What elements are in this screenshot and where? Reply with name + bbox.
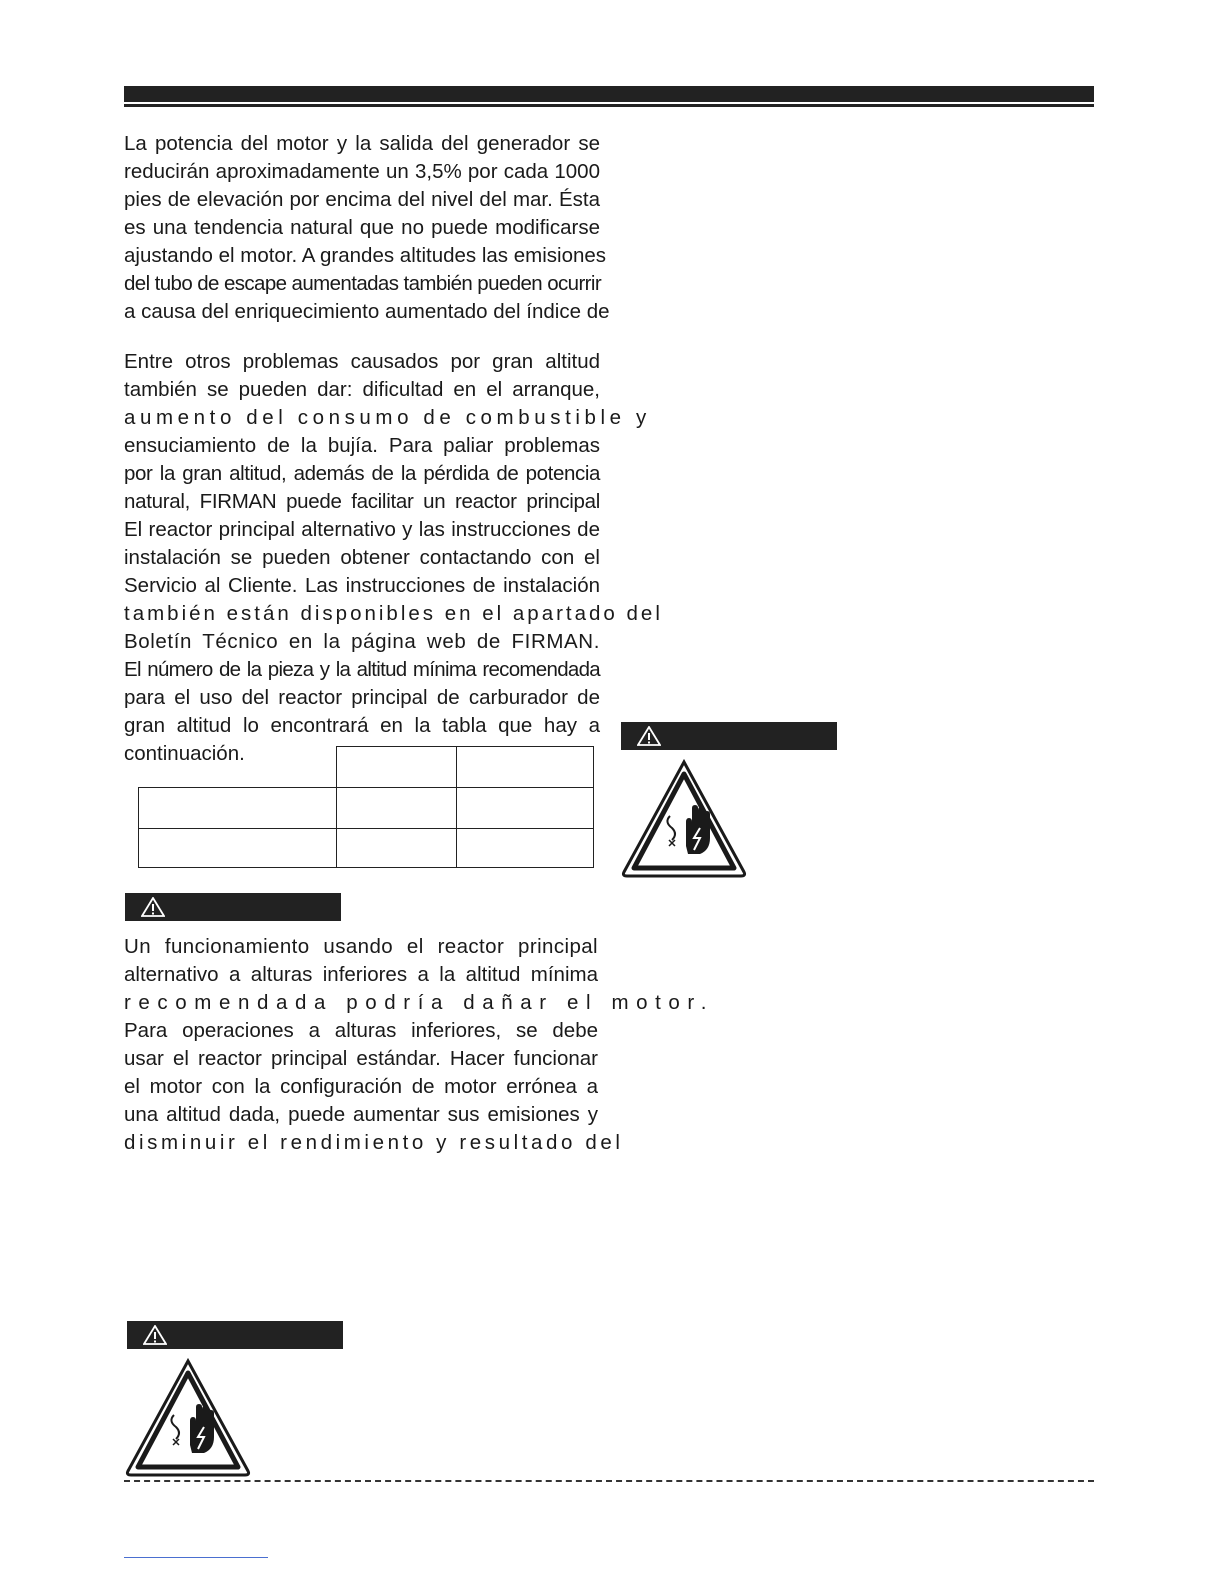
text-line: Entre otros problemas causados por gran altitud <box>124 350 600 373</box>
table-cell <box>336 788 456 829</box>
footer-dashed-rule <box>124 1480 1094 1482</box>
text-line: ensuciamiento de la bujía. Para paliar problemas <box>124 434 600 457</box>
text-line: natural, FIRMAN puede facilitar un reactor principal <box>124 490 600 513</box>
table-cell <box>139 747 337 788</box>
text-line: por la gran altitud, además de la pérdida de potencia <box>124 462 600 485</box>
text-line: también se pueden dar: dificultad en el arranque, <box>124 378 600 401</box>
table-cell <box>456 829 593 868</box>
text-line: La potencia del motor y la salida del generador se <box>124 132 600 155</box>
warning-header <box>127 1321 343 1349</box>
table-cell <box>336 747 456 788</box>
text-line: pies de elevación por encima del nivel del mar. Ésta <box>124 188 600 211</box>
text-line: Servicio al Cliente. Las instrucciones de instalación <box>124 574 600 597</box>
header-bar <box>124 86 1094 102</box>
table-cell <box>139 788 337 829</box>
table-cell <box>456 747 593 788</box>
text-line: instalación se pueden obtener contactando con el <box>124 546 600 569</box>
text-line: Boletín Técnico en la página web de FIRMAN. <box>124 630 600 653</box>
text-line: también están disponibles en el apartado del <box>124 602 663 625</box>
paragraph-altitude-problems <box>124 348 663 768</box>
text-line: a causa del enriquecimiento aumentado del índice de <box>124 300 610 323</box>
text-line: Para operaciones a alturas inferiores, se debe <box>124 1019 598 1042</box>
text-line: usar el reactor principal estándar. Hacer funcionar <box>124 1047 598 1070</box>
warning-header <box>621 722 837 750</box>
table-cell <box>456 788 593 829</box>
text-line: reducirán aproximadamente un 3,5% por cada 1000 <box>124 160 600 183</box>
text-line: del tubo de escape aumentadas también pueden ocurrir <box>124 272 602 295</box>
footer-link-underline[interactable] <box>124 1557 268 1558</box>
text-line: recomendada podría dañar el motor. <box>124 991 715 1014</box>
text-line: para el uso del reactor principal de carburador de <box>124 686 600 709</box>
text-line: una altitud dada, puede aumentar sus emisiones y <box>124 1103 598 1126</box>
text-line: Un funcionamiento usando el reactor principal <box>124 935 598 958</box>
table-cell <box>139 829 337 868</box>
text-line: El número de la pieza y la altitud mínima recomendada <box>124 658 600 681</box>
altitude-jet-table <box>138 746 594 868</box>
text-line: alternativo a alturas inferiores a la altitud mínima <box>124 963 598 986</box>
table-row <box>139 788 594 829</box>
text-line: el motor con la configuración de motor errónea a <box>124 1075 598 1098</box>
warning-triangle-icon <box>637 726 661 746</box>
text-line: es una tendencia natural que no puede modificarse <box>124 216 600 239</box>
table-cell <box>336 829 456 868</box>
text-line: gran altitud lo encontrará en la tabla que hay a <box>124 714 600 737</box>
paragraph-power-reduction <box>124 130 610 326</box>
warning-header <box>125 893 341 921</box>
electric-shock-hand-icon <box>620 758 748 878</box>
text-line: ajustando el motor. A grandes altitudes las emisiones <box>124 244 607 267</box>
text-line: disminuir el rendimiento y resultado del <box>124 1131 624 1154</box>
text-line: aumento del consumo de combustible y <box>124 406 651 429</box>
table-row <box>139 829 594 868</box>
text-line: El reactor principal alternativo y las instrucciones de <box>124 518 600 541</box>
header-rule <box>124 104 1094 107</box>
warning-triangle-icon <box>143 1325 167 1345</box>
text-line: continuación. <box>124 742 245 765</box>
electric-shock-hand-icon <box>124 1357 252 1477</box>
paragraph-low-altitude-warning <box>124 933 715 1157</box>
warning-triangle-icon <box>141 897 165 917</box>
